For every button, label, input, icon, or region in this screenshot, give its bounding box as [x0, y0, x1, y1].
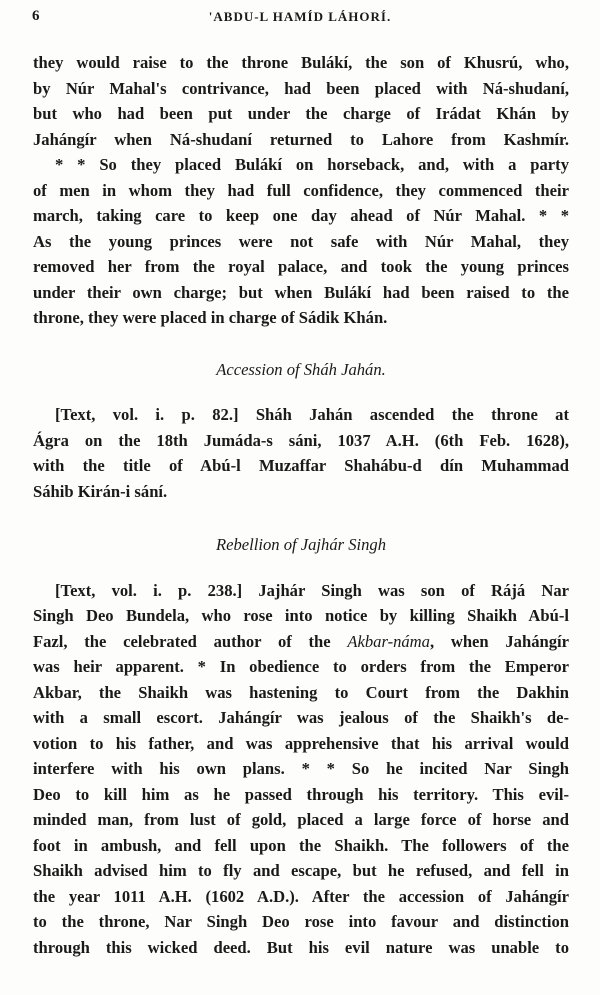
text-line: foot in ambush, and fell upon the Shaikh. The followers of the — [33, 835, 569, 855]
text-line-with-title — [33, 629, 569, 655]
text-line: with the title of Abú-l Muzaffar Shahábu-d dín Muhammad — [33, 456, 569, 475]
page-header — [32, 8, 568, 30]
text-line: As the young princes were not safe with Núr Mahal, they — [33, 231, 569, 251]
paragraph-accession — [33, 402, 569, 504]
text-line: was heir apparent. * In obedience to orders from the Emperor — [33, 657, 569, 676]
section-heading-rebellion: Rebellion of Jajhár Singh — [215, 535, 387, 554]
text-line: Deo to kill him as he passed through his territory. This evil- — [33, 784, 569, 804]
text-line: interfere with his own plans. * * So he incited Nar Singh — [33, 759, 569, 778]
page-body — [33, 50, 569, 960]
text-line: march, taking care to keep one day ahead of Núr Mahal. * * — [33, 206, 569, 225]
text-line: by Núr Mahal's contrivance, had been placed with Ná-shudaní, — [33, 78, 569, 98]
text-line: they would raise to the throne Bulákí, the son of Khusrú, who, — [33, 53, 569, 72]
text-line: Shaikh advised him to fly and escape, but he refused, and fell in — [33, 861, 569, 880]
running-head: 'ABDU-L HAMÍD LÁHORÍ. — [208, 9, 392, 24]
text-line: Singh Deo Bundela, who rose into notice by killing Shaikh Abú-l — [33, 606, 569, 625]
text-fragment: Fazl, the celebrated author of the — [33, 631, 348, 651]
text-line: minded man, from lust of gold, placed a large force of horse and — [33, 810, 569, 829]
text-line: votion to his father, and was apprehensive that his arrival would — [33, 733, 569, 753]
text-line: Sáhib Kirán-i sání. — [33, 481, 168, 501]
text-line: removed her from the royal palace, and took the young princes — [33, 257, 569, 276]
text-fragment: , when Jahángír — [429, 631, 569, 651]
text-line: to the throne, Nar Singh Deo rose into favour and distinction — [33, 912, 569, 931]
paragraph-rebellion — [33, 578, 569, 961]
book-title: Akbar-náma — [347, 631, 430, 651]
text-line: [Text, vol. i. p. 238.] Jajhár Singh was son of Rájá Nar — [55, 580, 569, 600]
section-heading-accession: Accession of Sháh Jahán. — [216, 359, 386, 379]
text-line: throne, they were placed in charge of Sádik Khán. — [33, 308, 388, 327]
text-line: of men in whom they had full confidence, they commenced their — [33, 180, 569, 200]
text-line: Jahángír when Ná-shudaní returned to Lahore from Kashmír. — [33, 129, 569, 149]
text-line: [Text, vol. i. p. 82.] Sháh Jahán ascended the throne at — [55, 405, 569, 424]
paragraph-continuation — [33, 50, 569, 331]
text-line: through this wicked deed. But his evil nature was unable to — [33, 937, 569, 957]
text-line: * * So they placed Bulákí on horseback, and, with a party — [55, 155, 569, 174]
text-line: but who had been put under the charge of Irádat Khán by — [33, 104, 569, 123]
text-line: under their own charge; but when Bulákí had been raised to the — [33, 282, 569, 302]
text-line: Akbar, the Shaikh was hastening to Court from the Dakhin — [33, 682, 569, 702]
text-line: with a small escort. Jahángír was jealous of the Shaikh's de- — [33, 708, 569, 727]
text-line: Ágra on the 18th Jumáda-s sáni, 1037 A.H. (6th Feb. 1628), — [33, 430, 569, 450]
text-line: the year 1011 A.H. (1602 A.D.). After the accession of Jahángír — [33, 886, 569, 906]
page-number: 6 — [32, 8, 40, 24]
